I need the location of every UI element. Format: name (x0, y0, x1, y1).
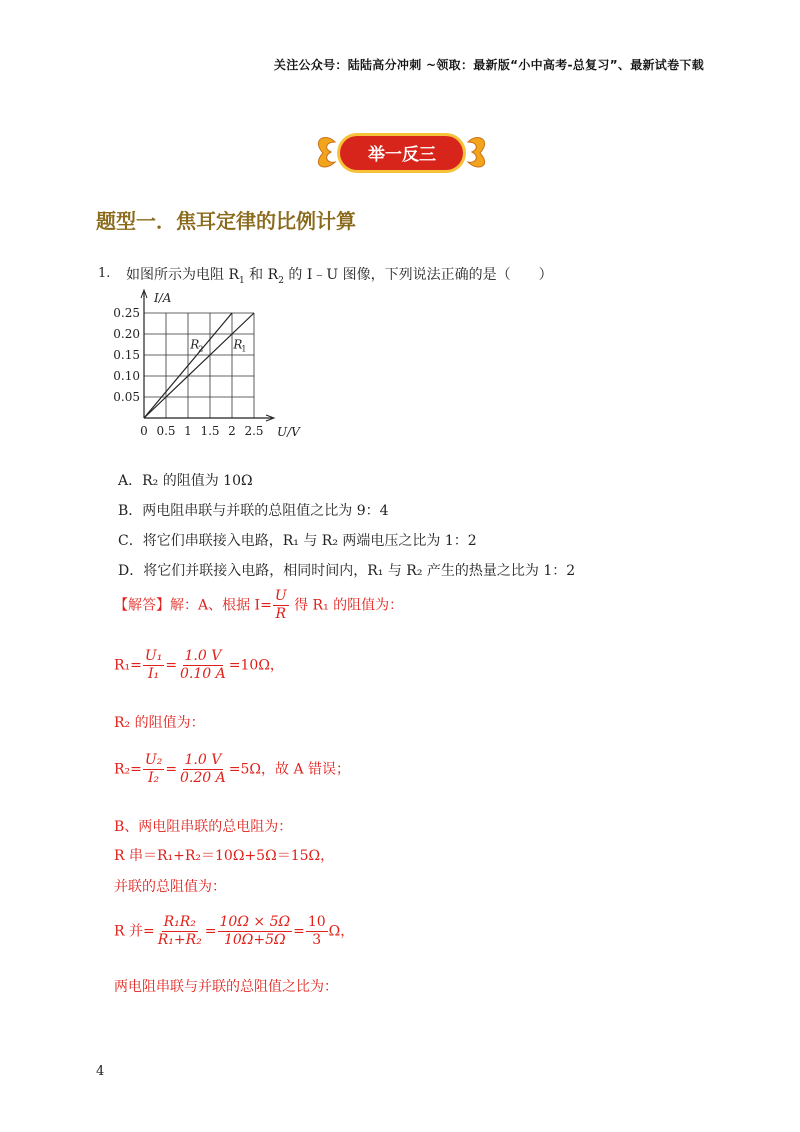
y-tick-label: 0.20 (113, 327, 140, 341)
series-intro: B、两电阻串联的总电阻为： (114, 819, 293, 835)
ratio-intro: 两电阻串联与并联的总阻值之比为： (114, 979, 338, 995)
x-tick-label: 0.5 (156, 424, 176, 438)
r1-calculation: R₁= $\frac{\text{U₁}}{\text{I₁}}$ = $\frac{1.0 V}{0.10 A}$ =10Ω， (114, 648, 284, 682)
r2-intro: R₂ 的阻值为： (114, 715, 205, 731)
x-axis-label: U/V (277, 425, 300, 439)
section-title: 题型一．焦耳定律的比例计算 (96, 209, 356, 233)
x-tick-label: 2.5 (244, 424, 264, 438)
option-c[interactable]: C．将它们串联接入电路，R₁ 与 R₂ 两端电压之比为 1：2 (118, 533, 477, 549)
y-axis-label: I/A (154, 291, 172, 305)
y-tick-label: 0.05 (113, 390, 140, 404)
question-text: 如图所示为电阻 $R_1$ 和 $R_2$ 的 I﹣U 图像，下列说法正确的是（ ） (126, 267, 553, 286)
x-tick-label: 1 (184, 424, 192, 438)
series-line-r1 (144, 313, 254, 418)
series-label-r2-sub: 2 (198, 344, 204, 354)
option-a[interactable]: A．R₂ 的阻值为 10Ω (118, 473, 253, 489)
solution-intro: 【解答】解：A、根据 I= $\frac{U}{R}$ 得 R₁ 的阻值为： (114, 588, 404, 622)
page-number: 4 (96, 1064, 105, 1079)
option-b[interactable]: B．两电阻串联与并联的总阻值之比为 9：4 (118, 503, 389, 519)
parallel-calculation: R 并= $\frac{\text{R₁R₂}}{\text{R₁+R₂}}$ = $\frac{10\Omega \times 5\Omega}{10\Omega+5\Omega}$ = $\frac{10}{3}$ Ω， (114, 914, 355, 948)
series-label-r1: R (233, 337, 243, 352)
series-label-r1-sub: 1 (241, 344, 247, 354)
y-tick-label: 0.25 (113, 306, 140, 320)
x-tick-label: 1.5 (200, 424, 220, 438)
question-number: 1. (98, 266, 111, 281)
r2-calculation: R₂= $\frac{\text{U₂}}{\text{I₂}}$ = $\frac{1.0 V}{0.20 A}$ =5Ω，故 A 错误； (114, 752, 351, 786)
option-d[interactable]: D．将它们并联接入电路，相同时间内，R₁ 与 R₂ 产生的热量之比为 1：2 (118, 563, 576, 579)
series-total: R 串＝R₁+R₂＝10Ω+5Ω＝15Ω， (114, 848, 335, 864)
y-tick-label: 0.15 (113, 348, 140, 362)
parallel-intro: 并联的总阻值为： (114, 879, 226, 895)
series-label-r2: R (190, 337, 200, 352)
banner-label: 举一反三 (368, 144, 436, 165)
iu-chart (100, 282, 320, 452)
fraction-u-over-r: $\frac{U}{R}$ (274, 588, 287, 622)
x-tick-label: 2 (228, 424, 236, 438)
x-tick-label: 0 (140, 424, 148, 438)
y-tick-label: 0.10 (113, 369, 140, 383)
page-header: 关注公众号：陆陆高分冲刺 ~领取：最新版“小中高考-总复习”、最新试卷下载 (273, 58, 704, 72)
